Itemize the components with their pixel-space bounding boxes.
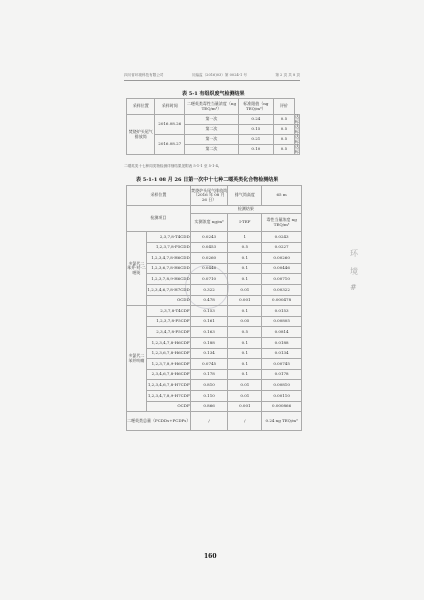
table2-compound-cell: 1,2,3,7,8-P5CDF xyxy=(146,316,190,327)
table2-compound-cell: 1,2,3,7,8,9-H6CDD xyxy=(146,274,190,285)
table2-compound-cell: 1,2,3,4,6,7,8-H7CDD xyxy=(146,284,190,295)
table-row xyxy=(127,348,302,359)
table1-cell: 0.5 xyxy=(273,145,294,155)
table2-cell: 0.000866 xyxy=(262,401,302,412)
table2-total-slash: / xyxy=(190,412,228,431)
table1-header-cell: 标准限值（ng TEQ/m³） xyxy=(238,99,273,115)
table2-compound-cell: 1,2,3,6,7,8-H6CDF xyxy=(146,348,190,359)
table2-compound-cell: 1,2,3,7,8,9-H6CDF xyxy=(146,359,190,370)
table2-location-label: 采样位置 xyxy=(127,186,191,206)
table-row xyxy=(127,337,302,348)
table-row xyxy=(127,316,302,327)
table1-location-cell: 焚烧炉头尾气排放筒 xyxy=(127,115,155,155)
table2-cell: 0.00810 xyxy=(262,380,302,391)
table1-cell: 第二次 xyxy=(185,125,239,135)
table2-cell: 0.0243 xyxy=(190,232,228,243)
table2-cell: 0.322 xyxy=(190,284,228,295)
table2-compound-cell: 2,3,4,7,8-P5CDF xyxy=(146,327,190,338)
table2-cell: 0.00745 xyxy=(262,359,302,370)
table2-header-row xyxy=(127,206,302,214)
table2-cell: 0.000478 xyxy=(262,295,302,306)
table-row xyxy=(127,274,302,285)
table2-body xyxy=(127,232,302,412)
table2-cell: 0.00260 xyxy=(262,253,302,264)
table2-cell: 0.163 xyxy=(190,327,228,338)
table2 xyxy=(126,185,302,431)
margin-mark: 境 xyxy=(350,267,358,276)
table-row xyxy=(127,380,302,391)
table2-cell: 0.134 xyxy=(190,348,228,359)
table2-cell: 0.001 xyxy=(228,295,262,306)
table2-height-value: 65 m xyxy=(262,186,302,206)
table2-total-row xyxy=(127,412,302,431)
table-row xyxy=(127,263,302,274)
table2-total-value: 0.24 ng TEQ/m³ xyxy=(262,412,302,431)
table1-header-cell: 采样时间 xyxy=(155,99,185,115)
table2-cell: 0.0178 xyxy=(262,369,302,380)
table-row xyxy=(127,115,300,125)
table1-caption: 表 5-1 有组织废气检测结果 xyxy=(182,91,245,97)
table2-cell: 1 xyxy=(228,232,262,243)
table2-cell: 0.001 xyxy=(228,401,262,412)
table2-compound-cell: 2,3,7,8-T4CDD xyxy=(146,232,190,243)
table2-cell: 0.1 xyxy=(228,274,262,285)
table1-cell: 0.10 xyxy=(238,145,273,155)
table1-date-cell: 2016.08.27 xyxy=(155,135,185,155)
page-number: 160 xyxy=(204,553,217,560)
table2-compound-cell: OCDD xyxy=(146,295,190,306)
table2-cell: 0.0745 xyxy=(190,359,228,370)
table2-cell: 0.5 xyxy=(228,327,262,338)
table2-cell: 0.188 xyxy=(190,337,228,348)
table2-total-slash: / xyxy=(228,412,262,431)
table-row xyxy=(127,242,302,253)
table2-compound-cell: OCDF xyxy=(146,401,190,412)
table2-compound-cell: 1,2,3,6,7,8-H6CDD xyxy=(146,263,190,274)
table2-result-label: 检测结果 xyxy=(190,206,301,214)
table2-cell: 0.866 xyxy=(190,401,228,412)
table2-cell: 0.00805 xyxy=(262,316,302,327)
table2-cell: 0.0446 xyxy=(190,263,228,274)
table2-cell: 0.0134 xyxy=(262,348,302,359)
table1 xyxy=(126,98,300,155)
table-row xyxy=(127,327,302,338)
table2-cell: 0.00710 xyxy=(262,274,302,285)
table2-cell: 0.478 xyxy=(190,295,228,306)
table2-cell: 0.0260 xyxy=(190,253,228,264)
table1-cell: 第二次 xyxy=(185,145,239,155)
table2-cell: 0.1 xyxy=(228,369,262,380)
table2-compound-cell: 1,2,3,4,7,8-H6CDF xyxy=(146,337,190,348)
table2-cell: 0.110 xyxy=(190,390,228,401)
table-row xyxy=(127,401,302,412)
table1-cell: 0.15 xyxy=(238,125,273,135)
table2-cell: 0.00110 xyxy=(262,390,302,401)
table2-col-header: 实测浓度 ng/m³ xyxy=(190,214,228,232)
table2-cell: 0.1 xyxy=(228,306,262,317)
table2-cell: 0.00322 xyxy=(262,284,302,295)
table2-cell: 0.0227 xyxy=(262,242,302,253)
table2-compound-cell: 1,2,3,4,7,8-H6CDD xyxy=(146,253,190,264)
table2-cell: 0.178 xyxy=(190,369,228,380)
table2-compound-cell: 2,3,4,6,7,8-H6CDF xyxy=(146,369,190,380)
table2-cell: 0.00446 xyxy=(262,263,302,274)
header-report-number: 川编监（2016)03）第 0024-1 号 xyxy=(191,73,248,77)
table2-cell: 0.1 xyxy=(228,337,262,348)
table2-item-label: 检测项目 xyxy=(127,206,191,232)
header-company: 四川省环境科技有限公司 xyxy=(124,73,164,77)
table2-cell: 0.153 xyxy=(190,306,228,317)
table2-compound-cell: 1,2,3,4,6,7,8-H7CDF xyxy=(146,380,190,391)
table2-cell: 0.05 xyxy=(228,316,262,327)
table1-note: 二噁英类十七种同类物检测详细结果见附表 5-1-1 至 5-1-4。 xyxy=(124,164,222,168)
table-row xyxy=(127,253,302,264)
table2-cell: 0.810 xyxy=(190,380,228,391)
table1-cell: 0.5 xyxy=(273,135,294,145)
table1-cell: 达标 xyxy=(295,124,299,134)
table2-cell: 0.161 xyxy=(190,316,228,327)
table2-compound-cell: 2,3,7,8-T4CDF xyxy=(146,306,190,317)
table2-cell: 0.5 xyxy=(228,242,262,253)
table1-cell: 达标 xyxy=(295,144,299,154)
table1-header-cell: 二噁英类毒性当量浓度（ng TEQ/m³） xyxy=(185,99,239,115)
table-row xyxy=(127,295,302,306)
table-row xyxy=(127,306,302,317)
table1-cell: 达标 xyxy=(295,114,299,124)
table2-location-value: 焚烧炉头尾气排放筒（2016 年 08 月 26 日） xyxy=(190,186,228,206)
table2-top-row xyxy=(127,186,302,206)
table-row xyxy=(127,232,302,243)
table2-cell: 0.1 xyxy=(228,263,262,274)
table1-cell: 达标 xyxy=(295,134,299,144)
table1-cell: 第一次 xyxy=(185,115,239,125)
table2-group-cell: 多氯代二苯并呋喃 xyxy=(127,306,147,412)
header-page-info: 第 2 页 共 8 页 xyxy=(275,73,300,77)
table2-col-header: 毒性当量浓度 ng TEQ/m³ xyxy=(262,214,302,232)
header-rule xyxy=(124,80,300,81)
table1-cell: 0.21 xyxy=(238,135,273,145)
table2-col-header: I-TEF xyxy=(228,214,262,232)
table2-height-label: 排气筒高度 xyxy=(228,186,262,206)
table2-cell: 0.0453 xyxy=(190,242,228,253)
margin-mark: 环 xyxy=(350,249,358,258)
table2-total-label: 二噁英类总量（PCDDs+PCDFs） xyxy=(127,412,191,431)
running-header xyxy=(124,73,300,78)
table1-header-row xyxy=(127,99,300,115)
table2-cell: 0.0814 xyxy=(262,327,302,338)
table2-cell: 0.0188 xyxy=(262,337,302,348)
table2-cell: 0.0710 xyxy=(190,274,228,285)
table1-header-cell: 评价 xyxy=(273,99,294,115)
table2-cell: 0.0243 xyxy=(262,232,302,243)
table2-caption: 表 5-1-1 08 月 26 日第一次中十七种二噁英类化合物检测结果 xyxy=(136,177,279,183)
table2-cell: 0.01 xyxy=(228,380,262,391)
table2-cell: 0.1 xyxy=(228,253,262,264)
table2-cell: 0.01 xyxy=(228,284,262,295)
table2-cell: 0.1 xyxy=(228,348,262,359)
table-row xyxy=(127,284,302,295)
table2-cell: 0.01 xyxy=(228,390,262,401)
margin-mark: # xyxy=(350,283,357,292)
table1-cell: 0.5 xyxy=(273,125,294,135)
table-row xyxy=(127,369,302,380)
table1-cell: 0.5 xyxy=(273,115,294,125)
table1-cell: 0.24 xyxy=(238,115,273,125)
table-row xyxy=(127,390,302,401)
table2-cell: 0.0153 xyxy=(262,306,302,317)
table1-header-cell: 采样位置 xyxy=(127,99,155,115)
table1-date-cell: 2016.08.26 xyxy=(155,115,185,135)
table-row xyxy=(127,359,302,370)
table2-cell: 0.1 xyxy=(228,359,262,370)
table2-group-cell: 多氯代二苯并-对-二噁英 xyxy=(127,232,147,306)
table1-cell: 第一次 xyxy=(185,135,239,145)
table2-compound-cell: 1,2,3,4,7,8,9-H7CDF xyxy=(146,390,190,401)
table2-compound-cell: 1,2,3,7,8-P5CDD xyxy=(146,242,190,253)
